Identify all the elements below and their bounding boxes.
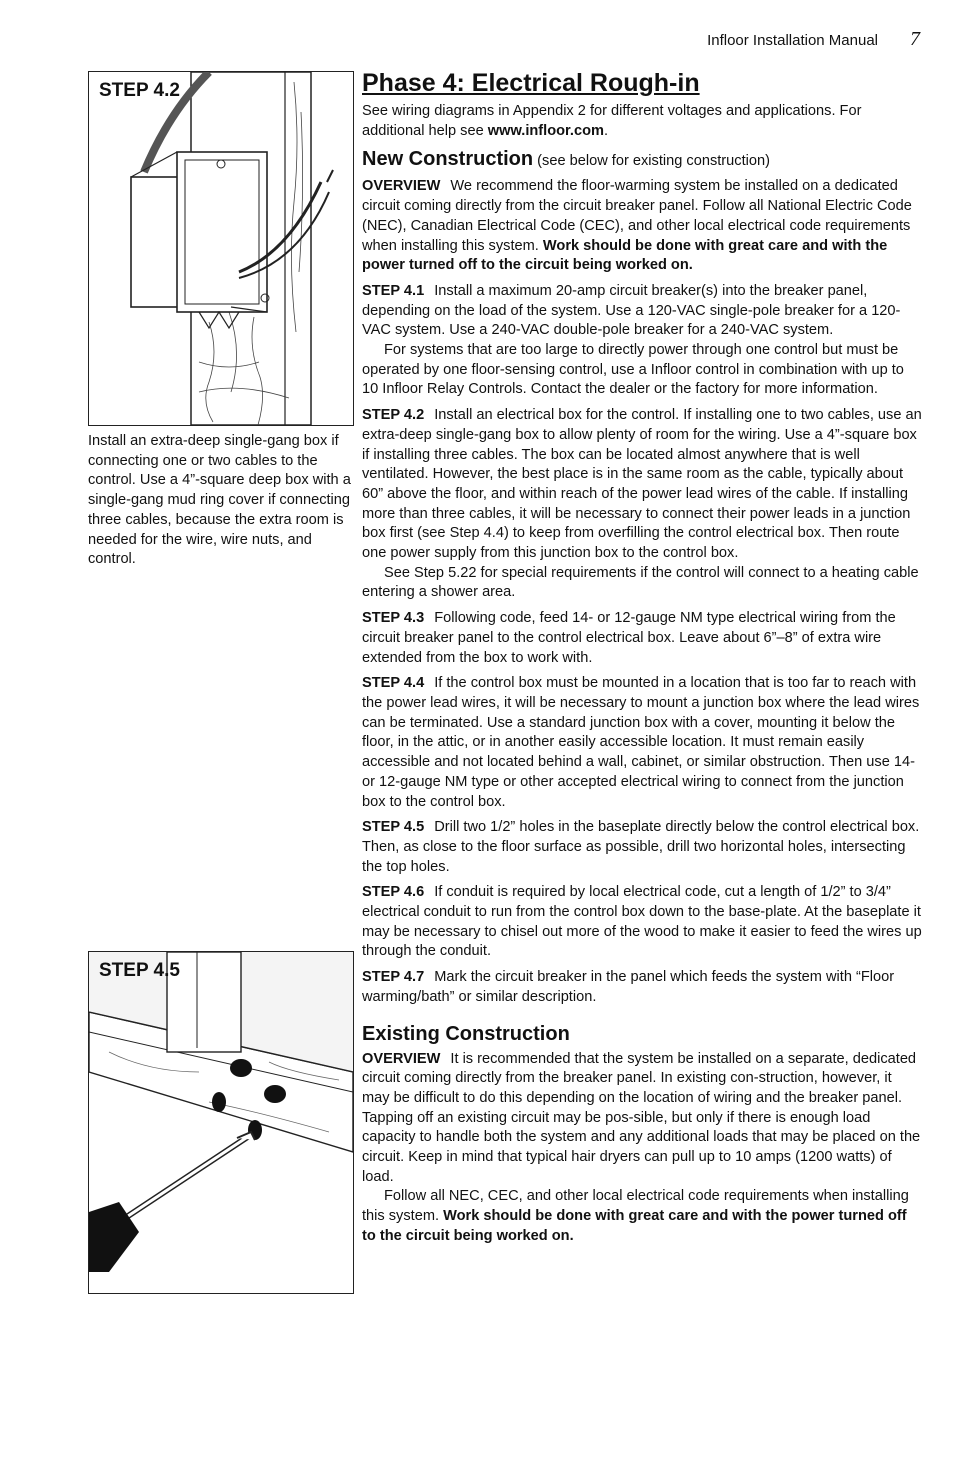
section-heading-new: New Construction (see below for existing construction) (362, 148, 770, 171)
new-overview: OVERVIEW We recommend the floor-warming system be installed on a dedicated circuit coming directly from the circuit breaker panel. Follow all National Electric Code (NEC), Canadian Electrical Code (CEC), and other local electrical code requirements when installing this system. Work should be done with great care and with the power turned off to the circuit being worked on. (362, 178, 912, 274)
step-4-3: STEP 4.3 Following code, feed 14- or 12-gauge NM type electrical wiring from the circuit breaker panel to the control electrical box. Leave about 6”–8” of extra wire extended from the box to work with. (362, 610, 896, 666)
figure-label: STEP 4.2 (99, 80, 180, 101)
phase-title: Phase 4: Electrical Rough-in (362, 69, 700, 97)
step-4-2: STEP 4.2 Install an electrical box for the control. If installing one to two cables, use an extra-deep single-gang box to allow plenty of room for the wiring. Use a 4”-square box if installing three cables. The box can be located almost anywhere that is well ventilated. However, the best place is in the same room as the cable, typically about 60” above the floor, and within reach of the power lead wires of the cable. If installing more than three cables, it will be necessary to connect their power leads in a junction box first (see Step 4.4) to keep from overfilling the control electrical box. Then route one power supply from this junction box to the control box. (362, 407, 922, 562)
section-heading-existing: Existing Construction (362, 1022, 570, 1045)
main-column (362, 68, 922, 1253)
website-link[interactable]: www.infloor.com (487, 122, 604, 139)
page-number: 7 (910, 28, 920, 50)
step-4-1-continued: For systems that are too large to directly power through one control but must be operated by one floor-sensing control, use a Infloor control in combination with up to 10 Infloor Relay Controls. Contact the dealer or the factory for more information. (362, 342, 904, 398)
phase-intro: See wiring diagrams in Appendix 2 for different voltages and applications. For additional help see www.infloor.com. (362, 103, 862, 139)
step-4-6: STEP 4.6 If conduit is required by local electrical code, cut a length of 1/2” to 3/4” electrical conduit to run from the control box down to the base-plate. At the baseplate it may be necessary to chisel out more of the wood to make it easier to feed the wires up through the conduit. (362, 884, 922, 960)
step-4-1: STEP 4.1 Install a maximum 20-amp circuit breaker(s) into the breaker panel, depending on the load of the system. Use a 120-VAC single-pole breaker for a 120-VAC system. Use a 240-VAC double-pole breaker for a 240-VAC system. (362, 282, 901, 339)
existing-overview: OVERVIEW It is recommended that the system be installed on a separate, dedicated circuit coming directly from the breaker panel. In existing con-struction, however, it may be difficult to do this depending on the location of wiring and the breaker panel. Tapping off an existing circuit may be pos-sible, but only if there is enough load capacity to handle both the system and any additional loads that may be placed on the circuit. Keep in mind that typical hair dryers can pull up to 10 amps (1200 watts) of load. (362, 1050, 921, 1185)
figure-caption: Install an extra-deep single-gang box if connecting one or two cables to the control. Use a 4”-square deep box with a single-gang mud ring cover if connecting three cables, because the extra room is needed for the wire, wire nuts, and control. (88, 433, 351, 568)
page-header (707, 28, 920, 51)
manual-title: Infloor Installation Manual (707, 32, 878, 49)
step-4-2-continued: See Step 5.22 for special requirements if the control will connect to a heating cable entering a shower area. (362, 564, 919, 601)
step-4-4: STEP 4.4 If the control box must be mounted in a location that is too far to reach with the power lead wires, it will be necessary to mount a junction box where the lead wires can be terminated. Use a standard junction box with a cover, mounting it below the floor, in the attic, or in another easily accessible location. It must remain easily accessible and not located behind a wall, cabinet, or similar obstruction. Then use 14- or 12-gauge NM type or other accepted electrical wiring to connect from the junction box to the control box. (362, 675, 920, 810)
figure-step-4-5 (88, 951, 354, 1294)
drill-baseplate-illustration (89, 952, 353, 1293)
figure-label: STEP 4.5 (99, 960, 180, 981)
step-4-7: STEP 4.7 Mark the circuit breaker in the panel which feeds the system with “Floor warming/bath” or similar description. (362, 969, 895, 1005)
step-4-5: STEP 4.5 Drill two 1/2” holes in the baseplate directly below the control electrical box. Then, as close to the floor surface as possible, drill two horizontal holes, intersecting the top holes. (362, 819, 920, 875)
electrical-box-illustration (89, 72, 353, 425)
figure-step-4-2 (88, 71, 354, 426)
existing-continued: Follow all NEC, CEC, and other local electrical code requirements when installing this system. Work should be done with great care and with the power turned off to the circuit being worked on. (362, 1188, 909, 1244)
